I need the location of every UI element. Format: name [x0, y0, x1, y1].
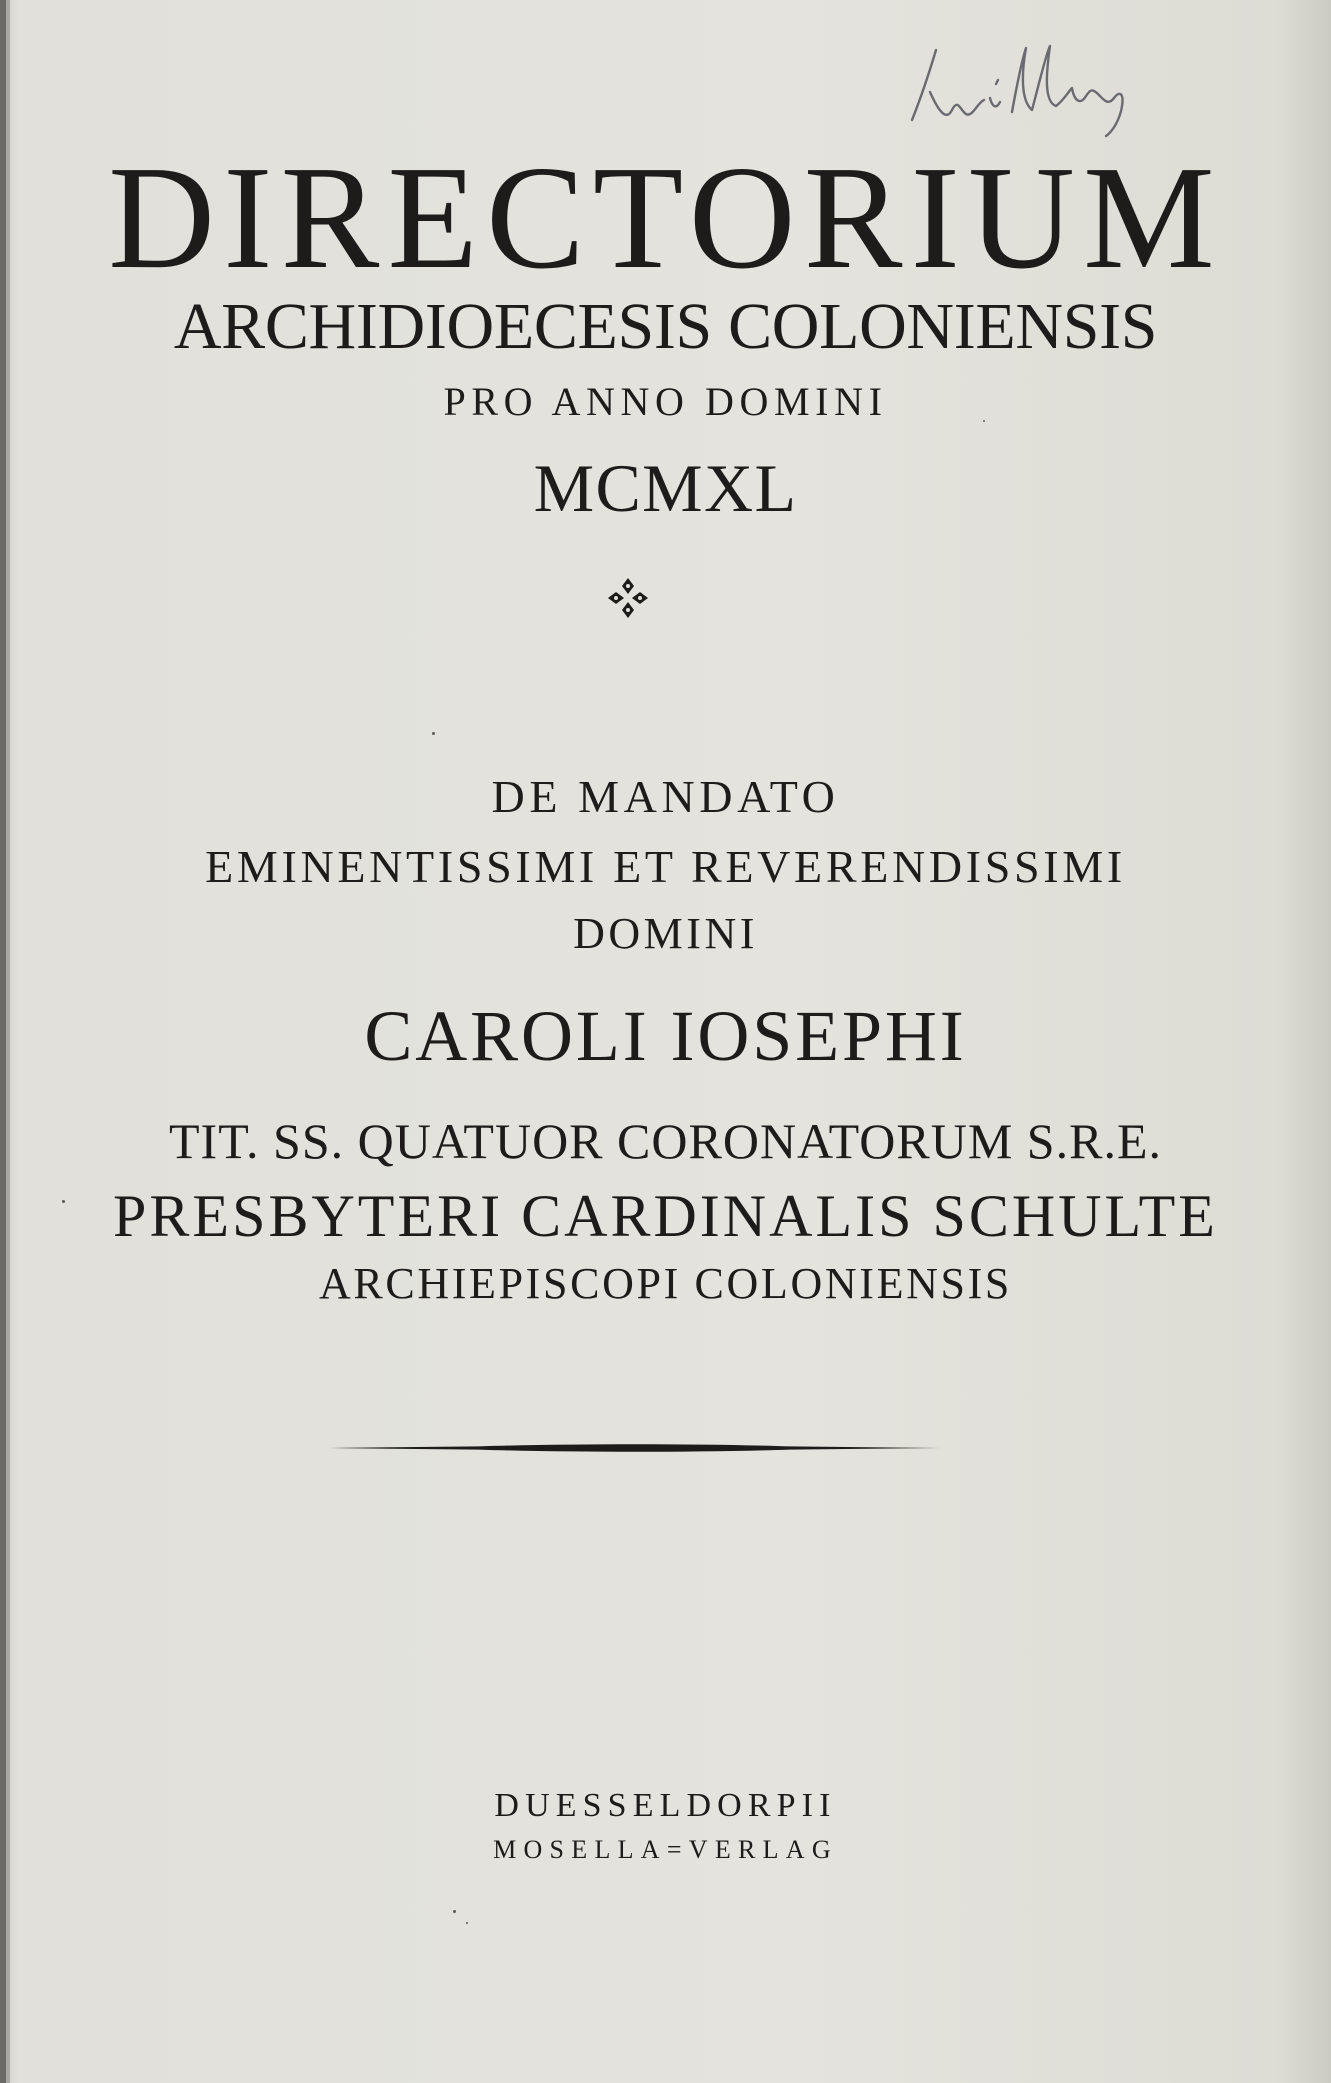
page-title: DIRECTORIUM — [108, 136, 1223, 300]
handwritten-signature — [900, 40, 1200, 150]
swelled-rule-divider — [328, 1440, 940, 1456]
paper-speck — [432, 732, 435, 735]
mandate-line-2: EMINENTISSIMI ET REVERENDISSIMI — [205, 841, 1126, 892]
paper-speck — [62, 1200, 65, 1203]
four-diamond-ornament-icon — [605, 575, 651, 621]
subtitle-pro-anno: PRO ANNO DOMINI — [443, 379, 888, 424]
imprint-place: DUESSELDORPII — [494, 1787, 837, 1824]
paper-speck — [983, 420, 985, 422]
paper-speck — [453, 1910, 456, 1913]
imprint-publisher: MOSELLA=VERLAG — [493, 1835, 838, 1864]
cardinal-title-line-3: ARCHIEPISCOPI COLONIENSIS — [318, 1259, 1013, 1308]
cardinal-title-line-1: TIT. SS. QUATUOR CORONATORUM S.R.E. — [169, 1113, 1162, 1169]
mandate-line-1: DE MANDATO — [491, 771, 840, 822]
cardinal-name: CAROLI IOSEPHI — [364, 996, 967, 1076]
subtitle-archdiocese: ARCHIDIOECESIS COLONIENSIS — [173, 290, 1158, 363]
year-roman: MCMXL — [533, 450, 798, 526]
mandate-line-3: DOMINI — [573, 909, 758, 958]
paper-speck — [466, 1922, 468, 1924]
cardinal-title-line-2: PRESBYTERI CARDINALIS SCHULTE — [113, 1183, 1218, 1249]
